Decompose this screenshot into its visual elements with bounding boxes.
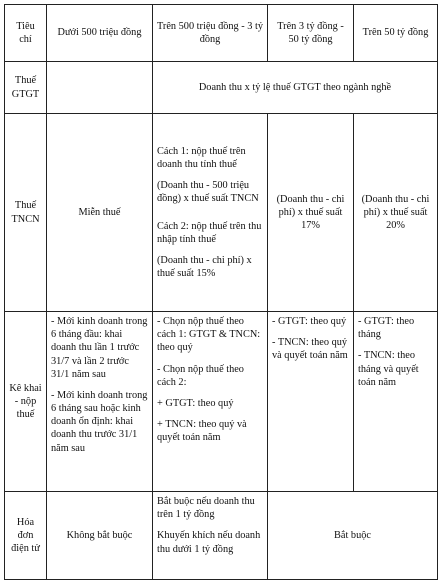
pit-3b-50b: (Doanh thu - chi phí) x thuế suất 17% bbox=[268, 114, 354, 312]
declare-500m-3b-item: + GTGT: theo quý bbox=[157, 397, 234, 409]
declare-over-50b-item: - TNCN: theo tháng và quyết toán năm bbox=[358, 350, 419, 388]
invoice-required-cell: Bắt buộc bbox=[268, 492, 438, 580]
vat-formula-cell: Doanh thu x tỷ lệ thuế GTGT theo ngành nghề bbox=[153, 62, 438, 114]
declare-500m-3b-item: + TNCN: theo quý và quyết toán năm bbox=[157, 419, 247, 444]
pit-over-50b: (Doanh thu - chi phí) x thuế suất 20% bbox=[354, 114, 438, 312]
declare-3b-50b bbox=[268, 312, 354, 492]
declare-500m-3b bbox=[153, 312, 268, 492]
invoice-500m-3b-item: Bắt buộc nếu doanh thu trên 1 tỷ đồng bbox=[157, 496, 255, 521]
header-over-50b: Trên 50 tỷ đồng bbox=[354, 5, 438, 62]
row-label-invoice: Hóa đơn điện tử bbox=[5, 492, 47, 580]
invoice-500m-3b-item: Khuyến khích nếu doanh thu dưới 1 tỷ đồng bbox=[157, 530, 261, 555]
declare-over-50b bbox=[354, 312, 438, 492]
pit-500m-3b bbox=[153, 114, 268, 312]
pit-method-2-formula: (Doanh thu - chi phí) x thuế suất 15% bbox=[157, 254, 252, 280]
declare-over-50b-item: - GTGT: theo tháng bbox=[358, 316, 415, 341]
pit-under-500m: Miễn thuế bbox=[47, 114, 153, 312]
row-label-vat: Thuế GTGT bbox=[5, 62, 47, 114]
header-criteria: Tiêu chí bbox=[5, 5, 47, 62]
header-3b-50b: Trên 3 tỷ đồng - 50 tỷ đồng bbox=[268, 5, 354, 62]
header-under-500m: Dưới 500 triệu đồng bbox=[47, 5, 153, 62]
tax-comparison-table bbox=[4, 4, 438, 580]
row-label-pit: Thuế TNCN bbox=[5, 114, 47, 312]
table-row-declare bbox=[5, 312, 438, 492]
header-500m-3b: Trên 500 triệu đồng - 3 tỷ đồng bbox=[153, 5, 268, 62]
table-row-pit bbox=[5, 114, 438, 312]
table-row-invoice bbox=[5, 492, 438, 580]
table-header-row bbox=[5, 5, 438, 62]
invoice-under-500m: Không bắt buộc bbox=[47, 492, 153, 580]
pit-method-2-title: Cách 2: nộp thuế trên thu nhập tính thuế bbox=[157, 220, 262, 245]
invoice-500m-3b bbox=[153, 492, 268, 580]
declare-500m-3b-item: - Chọn nộp thuế theo cách 1: GTGT & TNCN: theo quý bbox=[157, 316, 261, 354]
declare-under-500m-item: - Mới kinh doanh trong 6 tháng sau hoặc kinh doanh ổn định: khai doanh thu trước 31/1 năm sau bbox=[51, 389, 148, 454]
pit-method-1-formula: (Doanh thu - 500 triệu đồng) x thuế suất TNCN bbox=[157, 180, 259, 205]
row-label-declare: Kê khai - nộp thuế bbox=[5, 312, 47, 492]
table-row-vat bbox=[5, 62, 438, 114]
declare-3b-50b-item: - TNCN: theo quý và quyết toán năm bbox=[272, 337, 348, 362]
declare-under-500m bbox=[47, 312, 153, 492]
declare-500m-3b-item: - Chọn nộp thuế theo cách 2: bbox=[157, 363, 244, 388]
pit-method-1-title: Cách 1: nộp thuế trên doanh thu tính thuế bbox=[157, 145, 246, 170]
declare-3b-50b-item: - GTGT: theo quý bbox=[272, 316, 347, 327]
declare-under-500m-item: - Mới kinh doanh trong 6 tháng đầu: khai doanh thu lần 1 trước 31/7 và lần 2 trước 31/1 năm sau bbox=[51, 316, 148, 380]
vat-merged-cell bbox=[47, 62, 153, 114]
